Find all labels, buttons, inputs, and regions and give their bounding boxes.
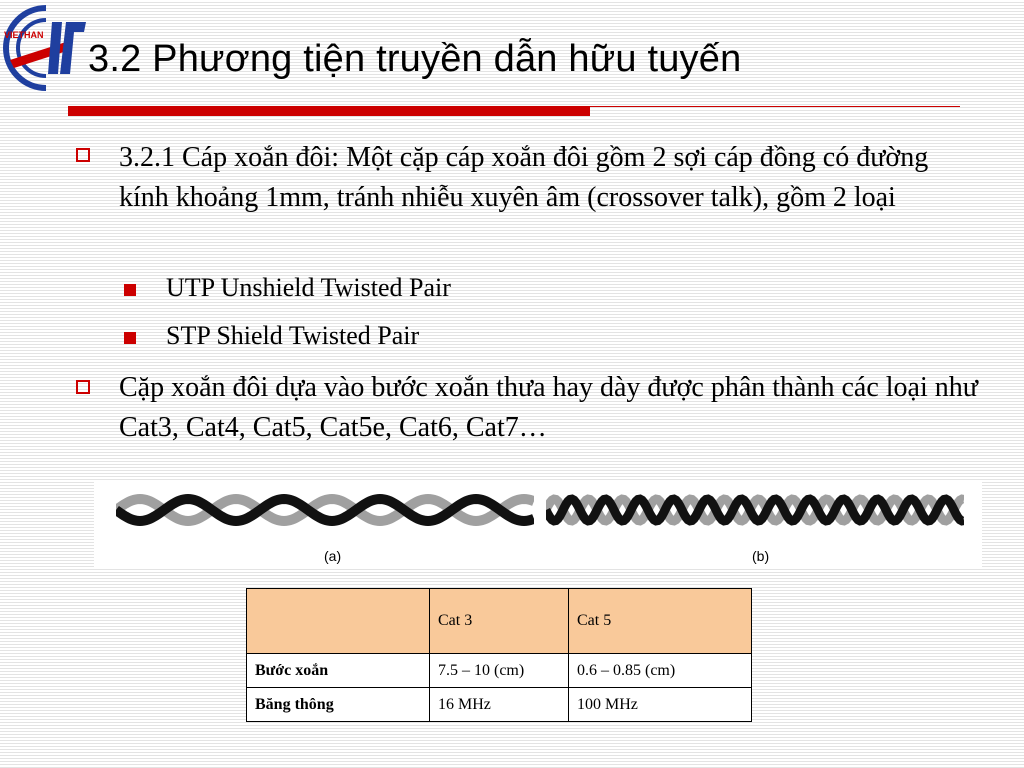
table-cell: 16 MHz (430, 688, 569, 722)
table-header-row (247, 589, 752, 654)
logo-text: VIETHAN (4, 30, 44, 40)
figure-label-a: (a) (324, 548, 342, 564)
cat-comparison-table (246, 588, 752, 722)
table-header-cell (247, 589, 430, 654)
university-logo (0, 0, 92, 96)
table-header-cell: Cat 3 (430, 589, 569, 654)
filled-square-bullet-icon (124, 284, 136, 296)
table-header-cell: Cat 5 (569, 589, 752, 654)
twisted-pair-b-image (546, 488, 964, 532)
twisted-pair-figure (94, 480, 982, 568)
table-row (247, 688, 752, 722)
hollow-square-bullet-icon (76, 380, 90, 394)
twisted-pair-a-image (116, 488, 534, 532)
table-row (247, 654, 752, 688)
bullet-stp: STP Shield Twisted Pair (166, 321, 420, 350)
bullet-cat-types: Cặp xoắn đôi dựa vào bước xoắn thưa hay dày được phân thành các loại như Cat3, Cat4, Cat5, Cat5e, Cat6, Cat7… (119, 372, 978, 443)
figure-label-b: (b) (752, 548, 770, 564)
table-cell: 0.6 – 0.85 (cm) (569, 654, 752, 688)
bullet-utp: UTP Unshield Twisted Pair (166, 273, 451, 302)
table-cell: 7.5 – 10 (cm) (430, 654, 569, 688)
bullet-twisted-pair-intro: 3.2.1 Cáp xoắn đôi: Một cặp cáp xoắn đôi gồm 2 sợi cáp đồng có đường kính khoảng 1mm, tránh nhiễu xuyên âm (crossover talk), gồm 2 loại (119, 142, 929, 213)
hollow-square-bullet-icon (76, 148, 90, 162)
table-row-header: Băng thông (247, 688, 430, 722)
filled-square-bullet-icon (124, 332, 136, 344)
table-row-header: Bước xoắn (247, 654, 430, 688)
title-underline-accent (68, 106, 590, 116)
slide-title: 3.2 Phương tiện truyền dẫn hữu tuyến (88, 38, 742, 80)
table-cell: 100 MHz (569, 688, 752, 722)
